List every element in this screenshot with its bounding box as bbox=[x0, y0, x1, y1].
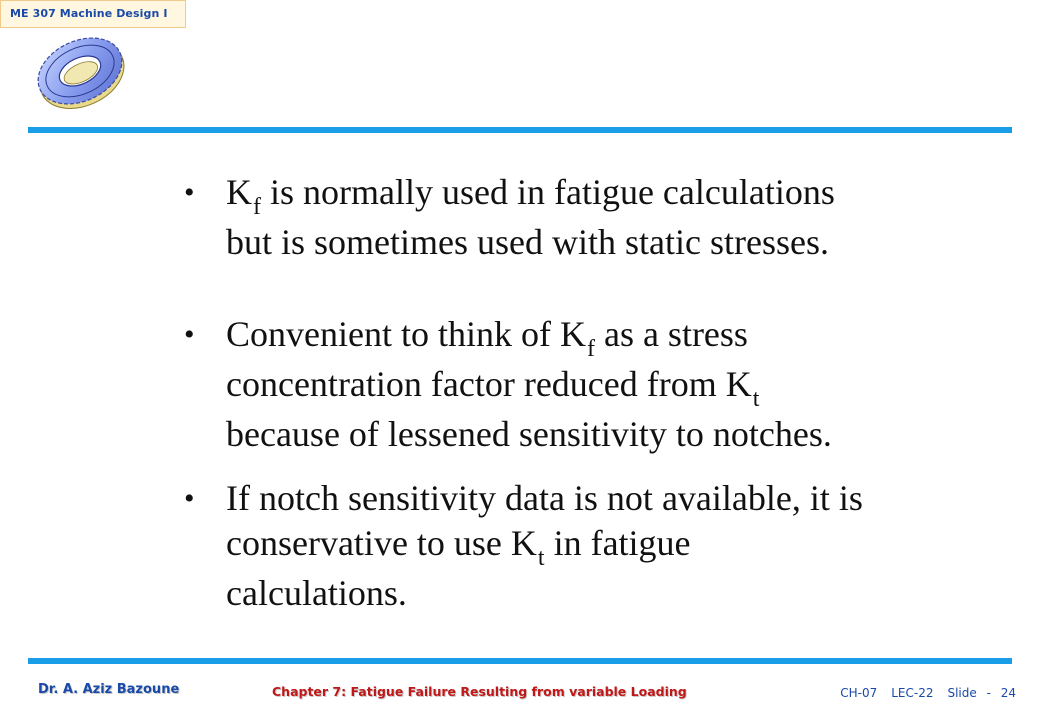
bullet-line bbox=[226, 412, 832, 457]
subscript: f bbox=[253, 194, 261, 220]
text-run: because of lessened sensitivity to notches. bbox=[226, 414, 832, 454]
bullet-text bbox=[226, 312, 832, 457]
bullet-line bbox=[226, 220, 835, 265]
bullet-line bbox=[226, 362, 832, 412]
text-run: conservative to use K bbox=[226, 523, 537, 563]
bullet-dot: • bbox=[184, 318, 195, 351]
bullet-line bbox=[226, 170, 835, 220]
course-tag: ME 307 Machine Design I bbox=[0, 0, 186, 28]
bullet-text bbox=[226, 170, 835, 265]
bullet-line bbox=[226, 312, 832, 362]
subscript: t bbox=[537, 545, 545, 571]
text-run: is normally used in fatigue calculations bbox=[261, 172, 835, 212]
text-run: calculations. bbox=[226, 573, 407, 613]
text-run: If notch sensitivity data is not available, it is bbox=[226, 478, 863, 518]
slide-number: Slide - 24 bbox=[947, 686, 1016, 700]
bullet-line bbox=[226, 476, 863, 521]
text-run: but is sometimes used with static stresses. bbox=[226, 222, 829, 262]
lecture-code: LEC-22 bbox=[891, 686, 934, 700]
subscript: t bbox=[752, 386, 760, 412]
text-run: concentration factor reduced from K bbox=[226, 364, 752, 404]
bottom-divider bbox=[28, 658, 1012, 664]
text-run: in fatigue bbox=[544, 523, 691, 563]
footer-chapter-title: Chapter 7: Fatigue Failure Resulting from variable Loading bbox=[272, 684, 687, 699]
bullet-dot: • bbox=[184, 482, 195, 515]
chapter-code: CH-07 bbox=[840, 686, 878, 700]
text-run: Convenient to think of K bbox=[226, 314, 586, 354]
gear-icon bbox=[28, 28, 132, 114]
bullet-text bbox=[226, 476, 863, 616]
footer-slide-info bbox=[840, 686, 1016, 700]
text-run: K bbox=[226, 172, 252, 212]
bullet-dot: • bbox=[184, 176, 195, 209]
bullet-line bbox=[226, 571, 863, 616]
top-divider bbox=[28, 127, 1012, 133]
text-run: as a stress bbox=[594, 314, 748, 354]
subscript: f bbox=[586, 336, 595, 362]
bullet-line bbox=[226, 521, 863, 571]
footer-author: Dr. A. Aziz Bazoune bbox=[38, 682, 180, 697]
